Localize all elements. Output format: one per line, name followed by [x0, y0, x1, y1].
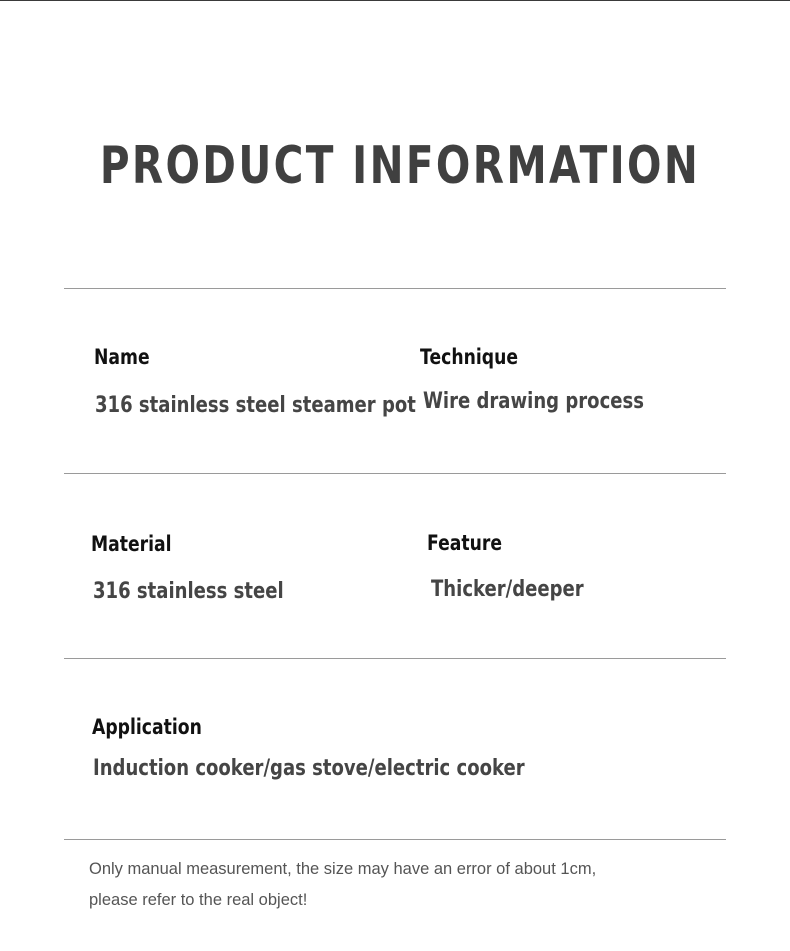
- technique-value: Wire drawing process: [423, 389, 644, 414]
- name-value: 316 stainless steel steamer pot: [95, 393, 416, 418]
- material-value: 316 stainless steel: [93, 579, 284, 604]
- divider-2: [64, 473, 726, 474]
- name-label: Name: [94, 345, 150, 369]
- feature-label: Feature: [427, 531, 503, 555]
- top-rule: [0, 0, 790, 1]
- note-line-1: Only manual measurement, the size may have an error of about 1cm,: [89, 860, 597, 878]
- technique-label: Technique: [420, 345, 519, 369]
- note-line-2: please refer to the real object!: [89, 891, 308, 909]
- feature-value: Thicker/deeper: [431, 577, 584, 602]
- divider-3: [64, 658, 726, 659]
- divider-1: [64, 288, 726, 289]
- application-value: Induction cooker/gas stove/electric cooker: [93, 756, 525, 781]
- divider-4: [64, 839, 726, 840]
- application-label: Application: [92, 715, 202, 739]
- material-label: Material: [91, 532, 172, 556]
- page-title: PRODUCT INFORMATION: [99, 136, 701, 196]
